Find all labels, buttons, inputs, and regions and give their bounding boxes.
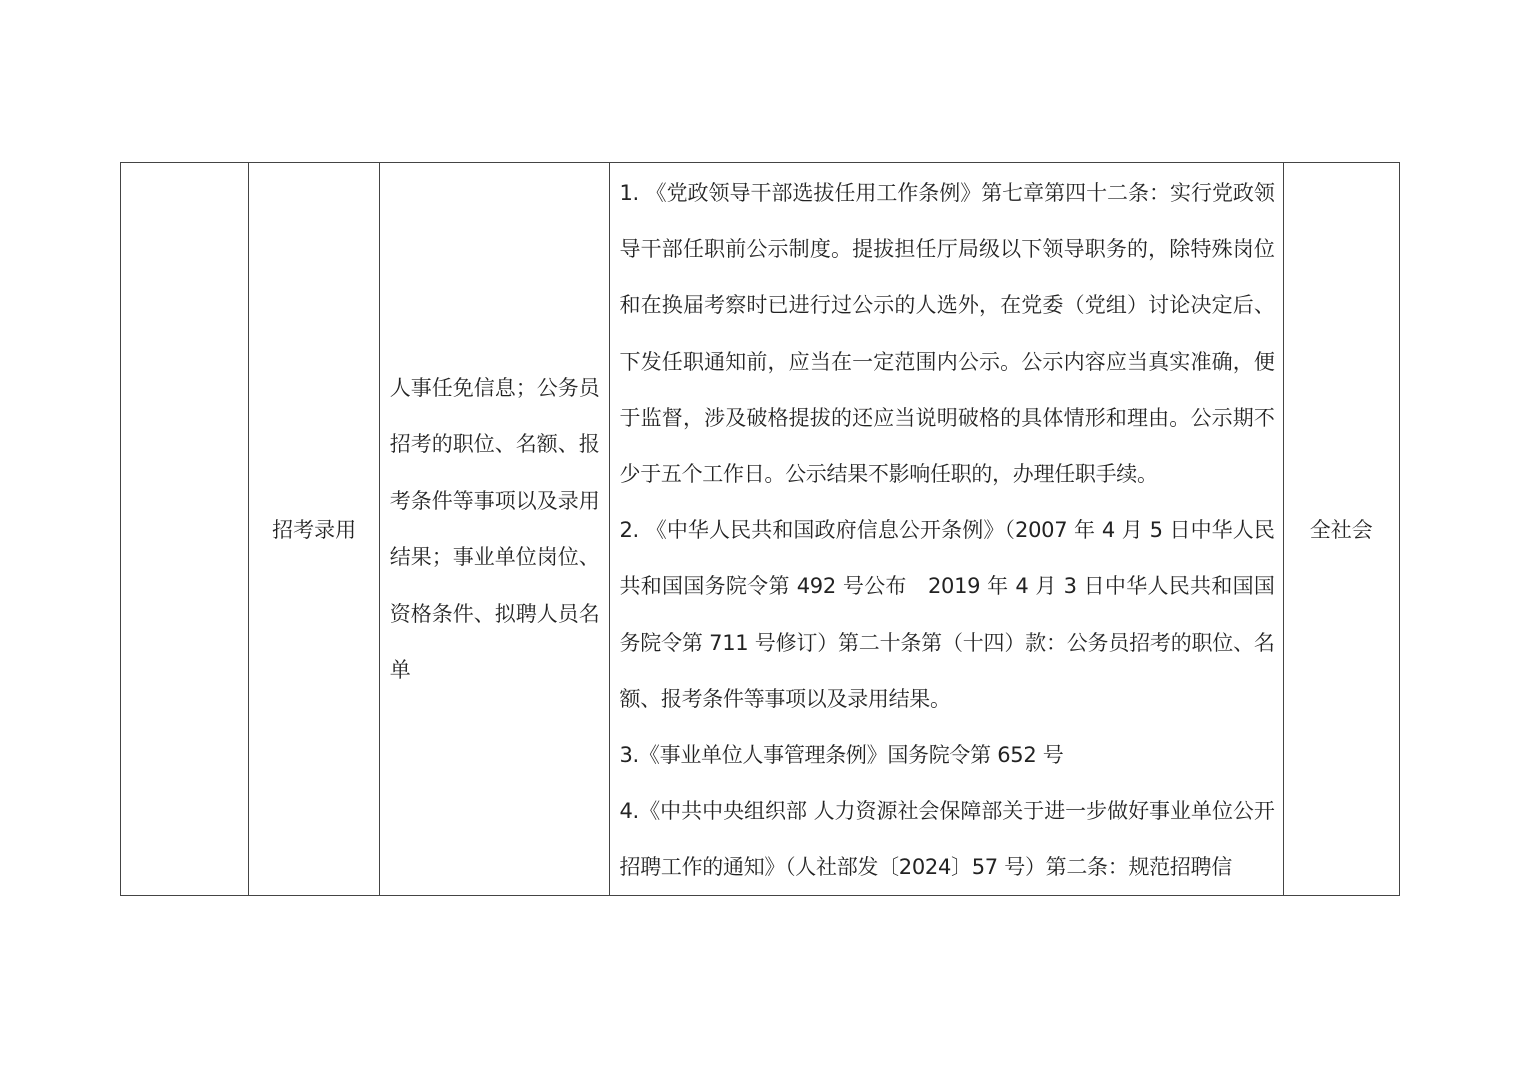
disclosure-table [120,162,1400,896]
basis-paragraph-3: 3.《事业单位人事管理条例》国务院令第 652 号 [619,743,1064,768]
basis-cell [609,163,1283,896]
basis-paragraph-1: 1. 《党政领导干部选拔任用工作条例》第七章第四十二条：实行党政领导干部任职前公示制度。提拔担任厅局级以下领导职务的，除特殊岗位和在换届考察时已进行过公示的人选外，在党委（党组）讨论决定后、下发任职通知前，应当在一定范围内公示。公示内容应当真实准确，便于监督，涉及破格提拔的还应当说明破格的具体情形和理由。公示期不少于五个工作日。公示结果不影响任职的，办理任职手续。 [619,181,1275,487]
basis-paragraph-2: 2. 《中华人民共和国政府信息公开条例》（2007 年 4 月 5 日中华人民共和国国务院令第 492 号公布 2019 年 4 月 3 日中华人民共和国国务院令第 711 号修订）第二十条第（十四）款：公务员招考的职位、名额、报考条件等事项以及录用结果。 [619,518,1275,711]
category-cell [121,163,249,896]
scope-cell: 全社会 [1283,163,1399,896]
content-cell: 人事任免信息；公务员招考的职位、名额、报考条件等事项以及录用结果；事业单位岗位、资格条件、拟聘人员名单 [379,163,609,896]
basis-paragraph-4: 4.《中共中央组织部 人力资源社会保障部关于进一步做好事业单位公开招聘工作的通知》（人社部发〔2024〕57 号）第二条：规范招聘信 [619,799,1275,880]
table-row [121,163,1400,896]
item-cell: 招考录用 [249,163,379,896]
